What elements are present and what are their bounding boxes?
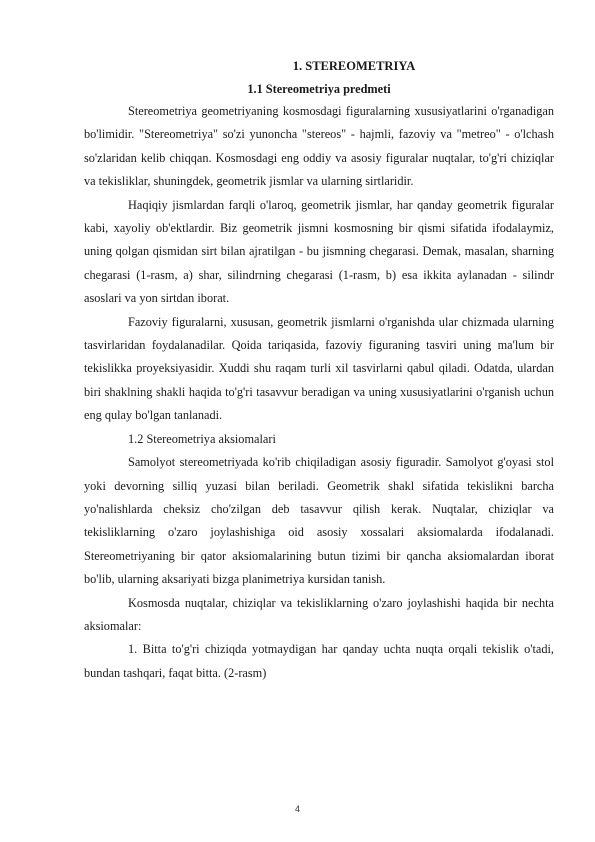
- paragraph: Kosmosda nuqtalar, chiziqlar va tekisliklarning o'zaro joylashishi haqida bir nechta aksiomalar:: [84, 595, 554, 633]
- page-content: [84, 54, 554, 685]
- paragraph: Haqiqiy jismlardan farqli o'laroq, geometrik jismlar, har qanday geometrik figuralar kabi, xayoliy ob'ektlardir. Biz geometrik jismni kosmosning bir qismi sifatida ifodalaymiz, uning qolgan qismidan sirt bilan ajratilgan - bu jismning chegarasi. Demak, masalan, sharning chegarasi (1-rasm, a) shar, silindrning chegarasi (1-rasm, b) esa ikkita aylanadan - silindr asoslari va yon sirtdan iborat.: [84, 197, 554, 306]
- paragraph: Stereometriya geometriyaning kosmosdagi figuralarning xususiyatlarini o'rganadigan bo'limidir. "Stereometriya" so'zi yunoncha "stereos" - hajmli, fazoviy va "metreo" - o'lchash so'zlaridan kelib chiqqan. Kosmosdagi eng oddiy va asosiy figuralar nuqtalar, to'g'ri chiziqlar va tekisliklar, shuningdek, geometrik jismlar va ularning sirtlaridir.: [84, 104, 554, 189]
- paragraph: Samolyot stereometriyada ko'rib chiqiladigan asosiy figuradir. Samolyot g'oyasi stol yoki devorning silliq yuzasi bilan beriladi. Geometrik shakl sifatida tekislikni barcha yo'nalishlarda cheksiz cho'zilgan deb tasavvur qilish kerak. Nuqtalar, chiziqlar va tekisliklarning o'zaro joylashishiga oid asosiy xossalari aksiomalarda ifodalanadi. Stereometriyaning bir qator aksiomalarining butun tizimi bir qancha aksiomalardan iborat bo'lib, ularning aksariyati bizga planimetriya kursidan tanish.: [84, 455, 554, 587]
- page-number: 4: [294, 804, 300, 814]
- subsection-title: 1.2 Stereometriya aksiomalari: [128, 431, 276, 446]
- paragraph: Fazoviy figuralarni, xususan, geometrik jismlarni o'rganishda ular chizmada ularning tasvirlaridan foydalanadilar. Qoida tariqasida, fazoviy figuraning tasviri uning ma'lum bir tekislikka proyeksiyasidir. Xuddi shu raqam turli xil tasvirlarni qabul qiladi. Odatda, ulardan biri shaklning shakli haqida to'g'ri tasavvur beradigan va uning xususiyatlarini o'rganish uchun eng qulay bo'lgan tanlanadi.: [84, 314, 554, 423]
- paragraph: 1. Bitta to'g'ri chiziqda yotmaydigan har qanday uchta nuqta orqali tekislik o'tadi, bundan tashqari, faqat bitta. (2-rasm): [84, 642, 554, 680]
- chapter-title: 1. STEREOMETRIYA: [292, 59, 416, 73]
- section-title: 1.1 Stereometriya predmeti: [247, 82, 391, 96]
